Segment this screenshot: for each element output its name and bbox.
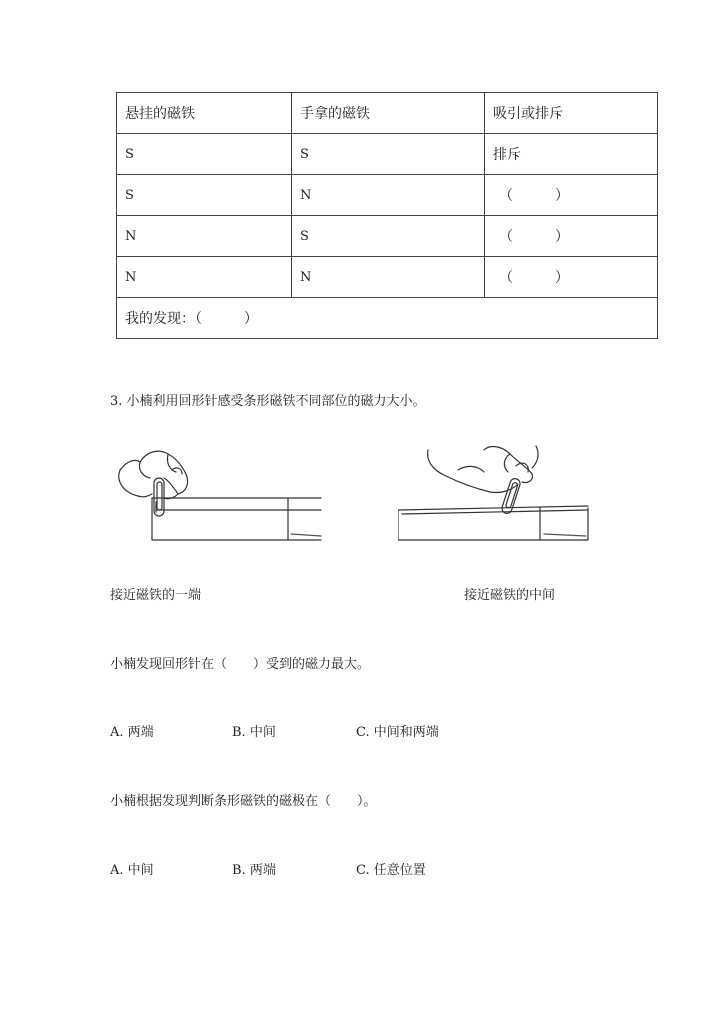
table-cell: N: [292, 257, 485, 298]
paperclip-icon: [501, 477, 522, 514]
table-cell: 排斥: [485, 134, 658, 175]
table-cell: S: [117, 175, 292, 216]
hand-icon: [428, 450, 518, 493]
table-cell: S: [292, 134, 485, 175]
header-hanging-magnet: 悬挂的磁铁: [117, 93, 292, 134]
magnet-table: [116, 92, 658, 339]
figure-magnet-middle: [398, 440, 598, 550]
finding-row: [117, 298, 658, 339]
answer-blank[interactable]: （ ）: [485, 216, 658, 257]
table-row: [117, 134, 658, 175]
table-cell: S: [292, 216, 485, 257]
table-cell: N: [292, 175, 485, 216]
magnet-bar-outline: [152, 498, 321, 540]
table-row: [117, 175, 658, 216]
answer-blank[interactable]: （ ）: [485, 175, 658, 216]
question-2-text: 小楠根据发现判断条形磁铁的磁极在（ ）。: [110, 794, 377, 809]
answer-blank[interactable]: （ ）: [485, 257, 658, 298]
q1-option-a[interactable]: A. 两端: [110, 725, 154, 740]
table-cell: N: [117, 257, 292, 298]
q2-option-a[interactable]: A. 中间: [110, 863, 154, 878]
table-cell: S: [117, 134, 292, 175]
table-cell: N: [117, 216, 292, 257]
finding-cell[interactable]: 我的发现：（ ）: [117, 298, 658, 339]
q1-option-b[interactable]: B. 中间: [232, 725, 276, 740]
header-hand-magnet: 手拿的磁铁: [292, 93, 485, 134]
figure-right-caption: 接近磁铁的中间: [464, 588, 556, 603]
table-header-row: [117, 93, 658, 134]
q2-option-c[interactable]: C. 任意位置: [356, 863, 426, 878]
figure-left-caption: 接近磁铁的一端: [110, 588, 202, 603]
figure-magnet-end: [116, 440, 326, 550]
q1-option-c[interactable]: C. 中间和两端: [356, 725, 439, 740]
header-attract-repel: 吸引或排斥: [485, 93, 658, 134]
table-row: [117, 216, 658, 257]
question-1-text: 小楠发现回形针在（ ）受到的磁力最大。: [110, 657, 371, 672]
question3-title: 3. 小楠利用回形针感受条形磁铁不同部位的磁力大小。: [110, 394, 426, 409]
table-row: [117, 257, 658, 298]
q2-option-b[interactable]: B. 两端: [232, 863, 276, 878]
